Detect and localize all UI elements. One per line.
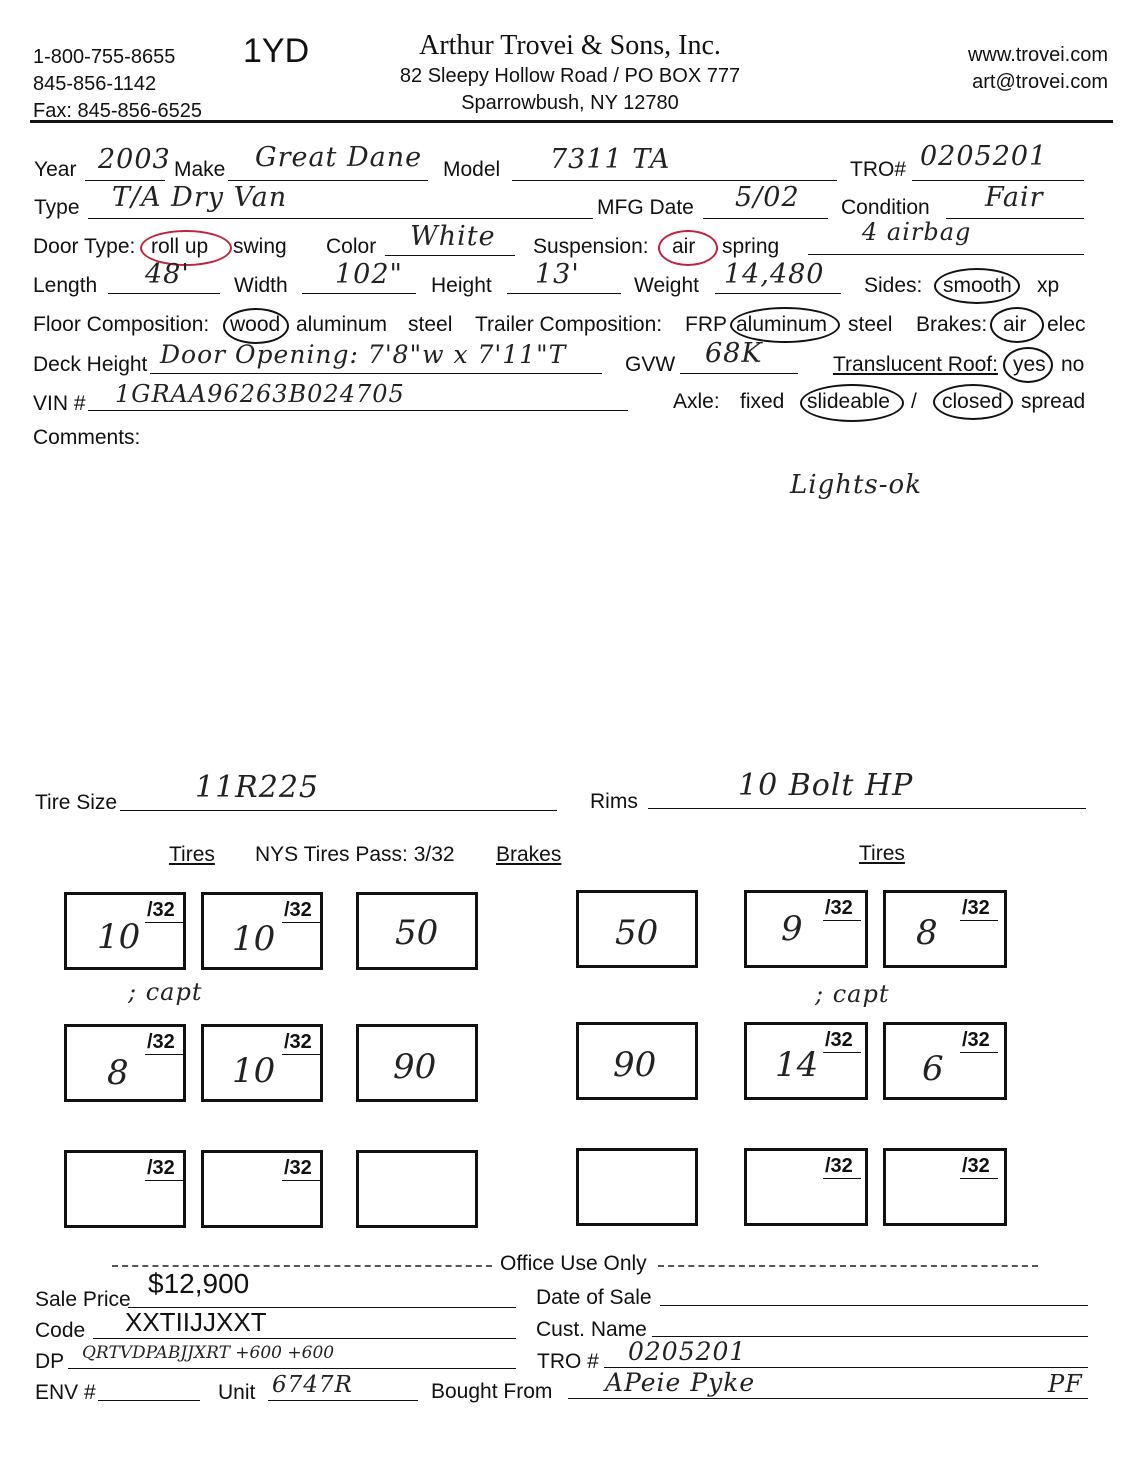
tire-box[interactable] [201,892,323,970]
company-address-1: 82 Sleepy Hollow Road / PO BOX 777 [399,65,741,87]
tire-box[interactable] [201,1150,323,1228]
company-name: Arthur Trovei & Sons, Inc. [419,30,721,61]
cust-name-label: Cust. Name [536,1318,647,1341]
per32-label: /32 [147,899,175,921]
height-value[interactable]: 13' [535,259,580,290]
tread-value: 10 [97,917,141,957]
brake-value: 90 [613,1045,657,1085]
per32-label: /32 [962,897,990,919]
phone-1: 1-800-755-8655 [33,46,176,68]
axle1-note: ; capt [128,978,203,1006]
unit-stamp: 1YD [243,32,310,70]
phone-2: 845-856-1142 [33,73,157,95]
tread-value: 6 [922,1049,944,1089]
per32-label: /32 [284,1031,312,1053]
axle2-note: ; capt [815,980,890,1008]
office-divider-right [658,1265,1038,1267]
per32-underline [823,1178,861,1179]
tire-box[interactable] [744,1148,868,1226]
brake-box[interactable] [576,1022,698,1100]
nys-pass-heading: NYS Tires Pass: 3/32 [255,843,455,866]
brake-box[interactable] [356,1150,478,1228]
translucent-roof-label: Translucent Roof: [833,353,998,376]
suspension-label: Suspension: [533,235,649,258]
mfg-date-label: MFG Date [597,196,694,219]
brake-value: 90 [393,1047,437,1087]
width-value[interactable]: 102" [335,259,403,290]
date-of-sale-line [660,1305,1088,1306]
rims-label: Rims [590,790,638,813]
env-label: ENV # [35,1381,96,1404]
trailer-comp-label: Trailer Composition: [475,313,663,336]
per32-label: /32 [147,1157,175,1179]
floor-aluminum[interactable]: aluminum [296,313,388,336]
brakes-label: Brakes: [916,313,988,336]
per32-underline [823,1052,861,1053]
make-label: Make [174,158,226,181]
axle-spread[interactable]: spread [1021,390,1086,413]
model-value[interactable]: 7311 TA [550,144,671,175]
type-label: Type [34,196,80,219]
floor-comp-label: Floor Composition: [33,313,210,336]
condition-label: Condition [841,196,930,219]
vin-label: VIN # [33,392,86,415]
header-contact [33,44,202,125]
roof-no[interactable]: no [1061,353,1085,376]
floor-wood[interactable]: wood [230,313,281,336]
axle-closed-circle [933,384,1013,420]
gvw-value[interactable]: 68K [705,338,763,369]
per32-label: /32 [962,1155,990,1177]
dp-value[interactable]: QRTVDPABJJXRT +600 +600 [82,1343,335,1363]
sale-price-value[interactable]: $12,900 [148,1268,250,1299]
year-label: Year [34,158,77,181]
per32-underline [823,920,861,921]
per32-underline [960,920,998,921]
weight-label: Weight [634,274,699,297]
tro2-label: TRO # [537,1350,599,1373]
tires-right-heading: Tires [859,842,905,865]
brakes-elec[interactable]: elec [1047,313,1086,336]
roof-yes-circle [1003,347,1053,383]
header-divider [30,120,1113,123]
suspension-air-circle [658,230,718,266]
tro-label: TRO# [850,158,907,181]
suspension-air[interactable]: air [672,235,696,258]
suspension-spring[interactable]: spring [722,235,780,258]
tro2-value[interactable]: 0205201 [628,1337,747,1366]
vin-line [88,410,628,411]
color-line [385,255,515,256]
per32-label: /32 [825,1155,853,1177]
office-divider-left [112,1265,492,1267]
per32-underline [960,1178,998,1179]
unit-value[interactable]: 6747R [272,1372,353,1398]
per32-label: /32 [284,1157,312,1179]
per32-label: /32 [825,897,853,919]
per32-label: /32 [962,1029,990,1051]
brake-box[interactable] [356,1024,478,1102]
vin-value[interactable]: 1GRAA96263B024705 [115,380,405,408]
tread-value: 8 [107,1053,129,1093]
length-value[interactable]: 48' [145,259,190,290]
sides-smooth-circle [934,268,1020,304]
suspension-note[interactable]: 4 airbag [862,218,972,246]
header-web [968,42,1108,96]
model-label: Model [443,158,501,181]
brakes-heading: Brakes [496,843,562,866]
deck-height-line [150,373,602,374]
fax-number: Fax: 845-856-6525 [33,100,203,122]
axle-label: Axle: [673,390,720,413]
code-line [93,1338,516,1339]
tire-box[interactable] [64,1150,186,1228]
gvw-label: GVW [625,353,676,376]
tread-value: 9 [781,909,803,949]
model-line [512,180,837,181]
length-label: Length [33,274,98,297]
code-value[interactable]: XXTIIJJXXT [125,1307,267,1337]
tire-box[interactable] [883,1148,1007,1226]
dp-line [68,1368,516,1369]
deck-height-label: Deck Height [33,353,148,376]
make-line [228,180,428,181]
floor-wood-circle [223,308,289,344]
sides-xp[interactable]: xp [1037,274,1060,297]
axle-fixed[interactable]: fixed [740,390,785,413]
unit-line [268,1400,418,1401]
per32-label: /32 [147,1031,175,1053]
trailer-steel[interactable]: steel [848,313,893,336]
make-value[interactable]: Great Dane [255,142,423,173]
per32-underline [145,1180,183,1181]
brakes-air[interactable]: air [1003,313,1027,336]
website: www.trovei.com [967,44,1108,66]
mfg-date-line [703,218,828,219]
initials: PF [1048,1370,1083,1398]
axle-slideable[interactable]: slideable [807,390,890,413]
color-value[interactable]: White [410,221,496,252]
door-swing[interactable]: swing [233,235,287,258]
code-label: Code [35,1319,86,1342]
tire-box[interactable] [744,1022,868,1100]
tire-box[interactable] [883,890,1007,968]
per32-underline [145,1054,183,1055]
per32-underline [145,922,183,923]
axle-slash: / [911,390,917,413]
width-label: Width [234,274,288,297]
weight-line [715,293,841,294]
office-use-heading: Office Use Only [500,1252,647,1275]
door-roll-up[interactable]: roll up [151,235,209,258]
suspension-note-line [808,254,1084,255]
bought-from-line [568,1398,1088,1399]
brakes-air-circle [990,307,1044,343]
brake-box[interactable] [356,892,478,970]
axle-closed[interactable]: closed [942,390,1003,413]
tire-box[interactable] [883,1022,1007,1100]
unit-label: Unit [218,1381,256,1404]
gvw-line [680,373,798,374]
tire-size-line [120,810,557,811]
tire-box[interactable] [201,1024,323,1102]
mfg-date-value[interactable]: 5/02 [735,182,800,213]
tires-left-heading: Tires [169,843,215,866]
per32-label: /32 [284,899,312,921]
email: art@trovei.com [972,71,1108,93]
brake-value: 50 [395,913,439,953]
weight-value[interactable]: 14,480 [724,259,825,290]
type-value[interactable]: T/A Dry Van [112,182,288,213]
width-line [302,293,416,294]
rims-value[interactable]: 10 Bolt HP [738,768,914,803]
tire-box[interactable] [64,1024,186,1102]
tread-value: 10 [232,1051,276,1091]
tire-size-label: Tire Size [35,791,118,814]
year-value[interactable]: 2003 [98,144,171,175]
tire-size-value[interactable]: 11R225 [195,770,320,805]
per32-label: /32 [825,1029,853,1051]
bought-from-label: Bought From [431,1380,553,1403]
tro-value[interactable]: 0205201 [920,141,1048,172]
length-line [108,293,220,294]
trailer-aluminum[interactable]: aluminum [736,313,828,336]
sides-smooth[interactable]: smooth [943,274,1012,297]
env-line [98,1400,200,1401]
company-address-2: Sparrowbush, NY 12780 [461,92,679,114]
date-of-sale-label: Date of Sale [536,1286,652,1309]
height-line [507,293,621,294]
year-line [85,180,165,181]
company-block [360,30,780,116]
brake-value: 50 [615,913,659,953]
axle-slideable-circle [800,384,904,422]
comments-label: Comments: [33,426,141,449]
deck-height-value[interactable]: Door Opening: 7'8"w x 7'11"T [160,340,567,369]
per32-underline [282,922,320,923]
color-label: Color [326,235,377,258]
tread-value: 14 [775,1045,819,1085]
bought-from-value[interactable]: APeie Pyke [605,1368,756,1397]
comments-value[interactable]: Lights-ok [790,470,922,500]
sides-label: Sides: [864,274,923,297]
tire-box[interactable] [744,890,868,968]
per32-underline [960,1052,998,1053]
tro-line [912,180,1084,181]
trailer-frp[interactable]: FRP [685,313,727,336]
tire-box[interactable] [64,892,186,970]
floor-steel[interactable]: steel [408,313,453,336]
tread-value: 8 [916,913,938,953]
tread-value: 10 [232,919,276,959]
sale-price-label: Sale Price [35,1288,131,1311]
height-label: Height [431,274,492,297]
rims-line [648,808,1086,809]
brake-box[interactable] [576,1148,698,1226]
dp-label: DP [35,1350,65,1373]
condition-value[interactable]: Fair [985,182,1044,213]
roof-yes[interactable]: yes [1013,353,1046,376]
per32-underline [282,1054,320,1055]
door-type-label: Door Type: [33,235,136,258]
brake-box[interactable] [576,890,698,968]
type-line [88,218,593,219]
per32-underline [282,1180,320,1181]
